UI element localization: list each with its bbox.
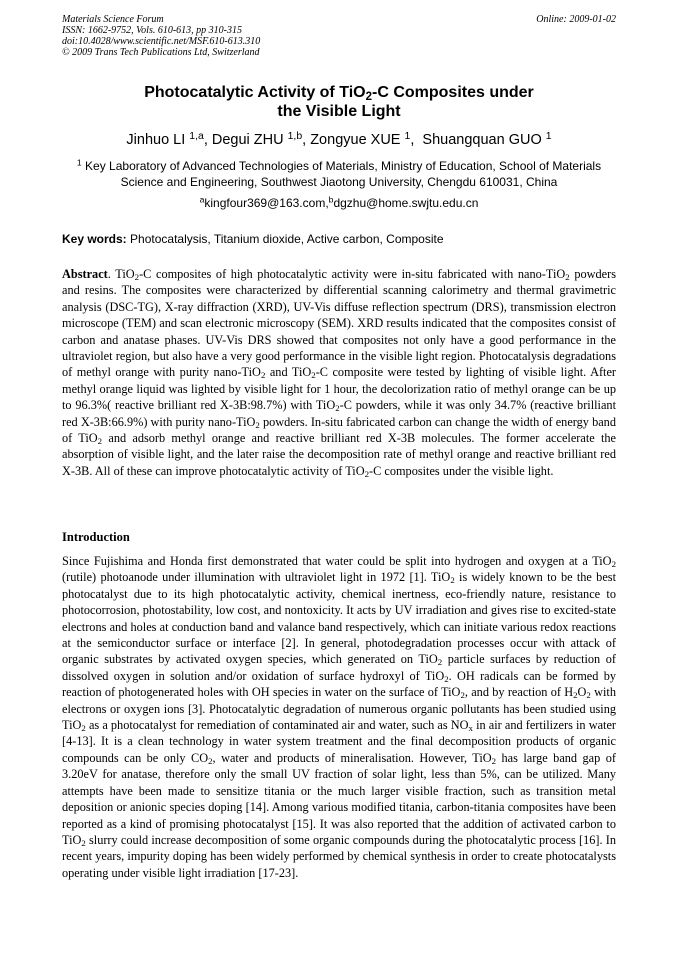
journal-name: Materials Science Forum: [62, 14, 164, 25]
introduction-body: Since Fujishima and Honda first demonstrated that water could be split into hydrogen and oxygen at a TiO$_2$ (rutile) photoanode under illumination with ultraviolet light in 1972 [1]. TiO$_2$ is widely known to be the best photocatalyst due to its high photocatalytic activity, chemical inertness, eco-friendly nature, resistance to photocorrosion, photostability, low cost, and nontoxicity. It acts by UV irradiation and gives rise to excited-state electrons and holes at conduction band and valance band respectively, which can initiate various redox reactions at the semiconductor surface or interface [2]. In general, photodegradation processes occur with attack of organic substrates by activated oxygen species, which generated on TiO$_2$ particle surfaces by reduction of dissolved oxygen in solution and/or oxidation of surface hydroxyl of TiO$_2$. OH radicals can be formed by reaction of photogenerated holes with OH species in water on the surface of TiO$_2$, and by reaction of $H_2O_2$ with electrons or oxygen ions [3]. Photocatalytic degradation of numerous organic pollutants has been studied using TiO$_2$ as a photocatalyst for remediation of contaminated air and water, such as $NO_x$ in air and fertilizers in water [4-13]. It is a clean technology in water system treatment and the final decomposition products of organic compounds can be only $CO_2$, water and products of mineralisation. However, TiO$_2$ has large band gap of 3.20eV for anatase, therefore only the small UV fraction of solar light, less than 5%, can be utilized. Many attempts have been made to sensitize titania or the much larger visible fraction, such as transition metal deposition or anionic species doping [14]. Among various modified titania, carbon-titania composites have been reported as a kind of promising photocatalyst [15]. It was also reported that the addition of activated carbon to TiO$_2$ slurry could increase decomposition of some organic compounds during the photocatalytic process [16]. In recent years, impurity doping has been widely performed by chemical synthesis in order to create photocatalysts operating under visible light irradiation [17-23].: [62, 554, 617, 880]
journal-issn: ISSN: 1662-9752, Vols. 610-613, pp 310-315: [62, 25, 242, 36]
email-a[interactable]: kingfour369@163.com: [204, 196, 326, 210]
keywords-text: Photocatalysis, Titanium dioxide, Active carbon, Composite: [130, 232, 444, 246]
keywords-label: Key words:: [62, 232, 127, 246]
author-name: Zongyue XUE: [310, 132, 401, 148]
email-b[interactable]: dgzhu@home.swjtu.edu.cn: [333, 196, 479, 210]
paper-title: Photocatalytic Activity of TiO$_2$-C Composites under the Visible Light: [144, 84, 534, 120]
author-name: Degui ZHU: [211, 132, 284, 148]
keywords: [62, 232, 616, 247]
abstract: Abstract. TiO$_2$-C composites of high photocatalytic activity were in-situ fabricated with nano-TiO$_2$ powders and resins. The composites were characterized by differential scanning calorimetry and thermal gravimetric analysis (DSC-TG), X-ray diffraction (XRD), UV-Vis diffuse reflection spectrum (DRS), transmission electron microscope (TEM) and scan electronic microscopy (SEM). XRD results indicated that the composites consist of carbon and anatase phases. UV-Vis DRS showed that composites not only have a good performance in the ultraviolet region, but also have a very good performance in the visible light region. Photocatalysis degradations of methyl orange with purity nano-TiO$_2$ and TiO$_2$-C composite were tested by lighting of visible light. After methyl orange liquid was lighted by visible light for 1 hour, the decolorization ratio of methyl orange can be up to 96.3%( reactive brilliant red X-3B:98.7%) with TiO$_2$-C powders, while it was only 34.7% (reactive brilliant red X-3B:66.9%) with purity nano-TiO$_2$ powders. In-situ fabricated carbon can change the width of energy band of TiO$_2$ and adsorb methyl orange and reactive brilliant red X-3B molecules. The former accelerate the absorption of visible light, and the later raise the decomposition rate of methyl orange and reactive brilliant red X-3B. All of these can improve photocatalytic activity of TiO$_2$-C composites under the visible light.: [62, 267, 617, 480]
journal-doi[interactable]: doi:10.4028/www.scientific.net/MSF.610-613.310: [62, 36, 261, 47]
journal-header: [62, 14, 616, 58]
author-name: Jinhuo LI: [126, 132, 186, 148]
section-heading-introduction: Introduction: [62, 530, 130, 544]
abstract-label: Abstract: [62, 267, 108, 281]
author-emails: $^a$kingfour369@163.com,$^b$dgzhu@home.swjtu.edu.cn: [199, 194, 479, 210]
online-date: Online: 2009-01-02: [536, 14, 616, 25]
journal-copyright: © 2009 Trans Tech Publications Ltd, Switzerland: [62, 47, 260, 58]
author-name: Shuangquan GUO: [422, 132, 542, 148]
author-list: Jinhuo LI $^{1,a}$, Degui ZHU $^{1,b}$, Zongyue XUE $^1$, Shuangquan GUO $^1$: [126, 130, 552, 148]
affiliation: $^1$ Key Laboratory of Advanced Technologies of Materials, Ministry of Education, School of Materials Science and Engineering, Southwest Jiaotong University, Chengdu 610031, China: [76, 157, 602, 189]
